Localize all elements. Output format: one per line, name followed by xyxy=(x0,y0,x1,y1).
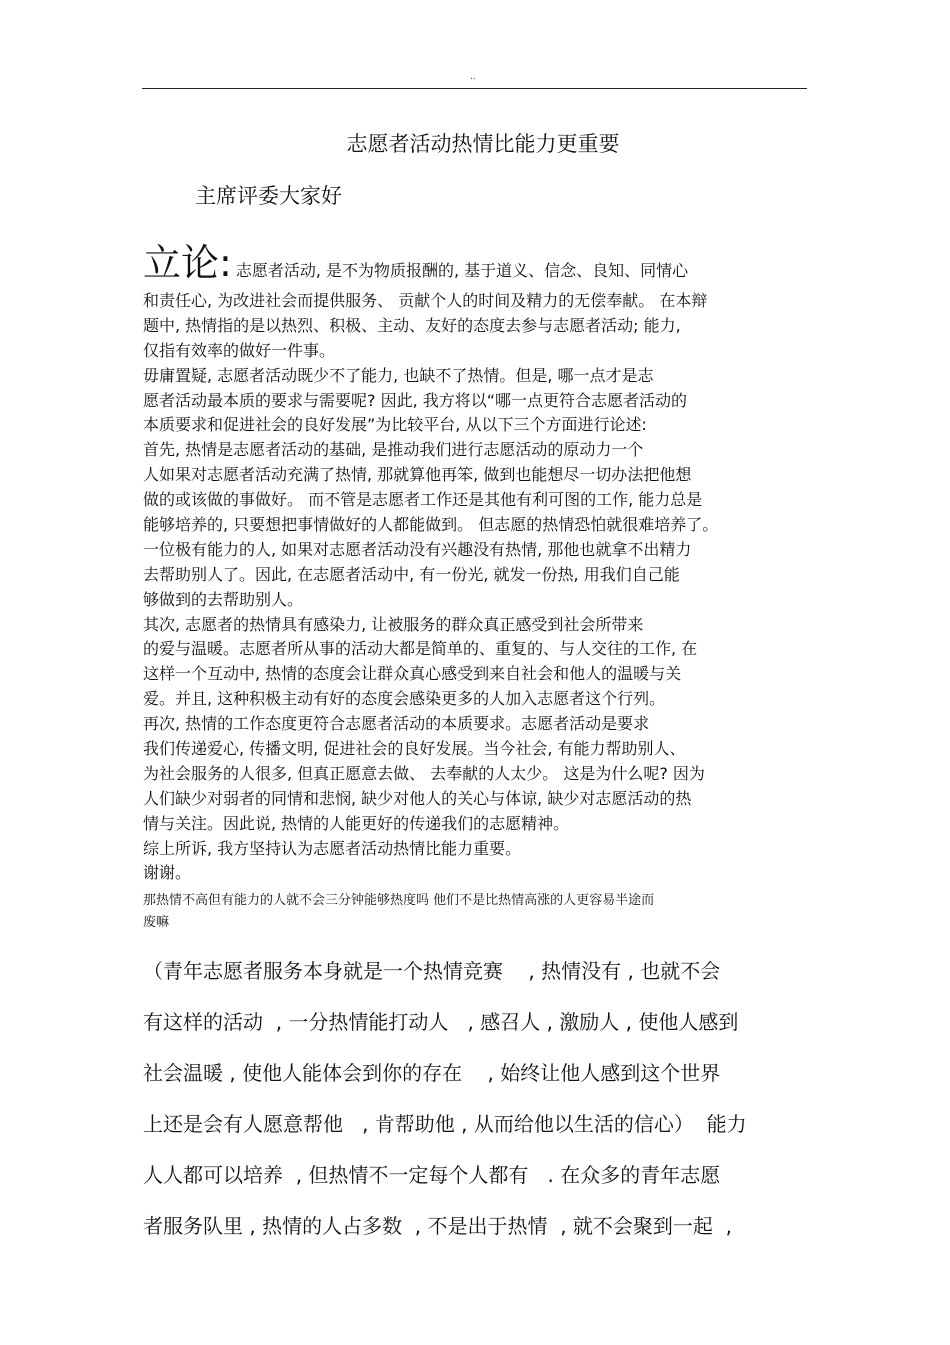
body-line: 人如果对志愿者活动充满了热情, 那就算他再笨, 做到也能想尽一切办法把他想 xyxy=(143,465,692,485)
body-line: 去帮助别人了。因此, 在志愿者活动中, 有一份光, 就发一份热, 用我们自己能 xyxy=(143,564,680,584)
body-line: 再次, 热情的工作态度更符合志愿者活动的本质要求。志愿者活动是要求 xyxy=(143,714,650,734)
large-line: 有这样的活动 , 一分热情能打动人 , 感召人 , 激励人 , 使他人感到 xyxy=(143,1010,739,1034)
large-paragraph xyxy=(143,946,808,1252)
argument-colon: : xyxy=(219,241,232,285)
note-line: 废嘛 xyxy=(143,915,170,930)
body-line: 愿者活动最本质的要求与需要呢? 因此, 我方将以“哪一点更符合志愿者活动的 xyxy=(143,390,688,410)
body-line: 毋庸置疑, 志愿者活动既少不了能力, 也缺不了热情。但是, 哪一点才是志 xyxy=(143,365,654,385)
body-line: 的爱与温暖。志愿者所从事的活动大都是简单的、重复的、与人交往的工作, 在 xyxy=(143,639,698,659)
body-line: 综上所诉, 我方坚持认为志愿者活动热情比能力重要。 xyxy=(143,838,522,858)
argument-label: 立论 xyxy=(143,241,220,285)
body-line: 人们缺少对弱者的同情和悲悯, 缺少对他人的关心与体谅, 缺少对志愿活动的热 xyxy=(143,788,692,808)
large-line: 者服务队里 , 热情的人占多数 , 不是出于热情 , 就不会聚到一起 , xyxy=(143,1214,733,1238)
body-line: 本质要求和促进社会的良好发展”为比较平台, 从以下三个方面进行论述: xyxy=(143,415,647,435)
large-line: 人人都可以培养 , 但热情不一定每个人都有 . 在众多的青年志愿 xyxy=(143,1163,721,1187)
body-line: 题中, 热情指的是以热烈、积极、主动、友好的态度去参与志愿者活动; 能力, xyxy=(143,315,681,335)
note-line: 那热情不高但有能力的人就不会三分钟能够热度吗 他们不是比热情高涨的人更容易半途而 xyxy=(143,893,655,908)
large-line: （青年志愿者服务本身就是一个热情竞赛 , 热情没有 , 也就不会 xyxy=(143,959,721,983)
body-line: 能够培养的, 只要想把事情做好的人都能做到。 但志愿的热情恐怕就很难培养了。 xyxy=(143,515,719,535)
body-line: 首先, 热情是志愿者活动的基础, 是推动我们进行志愿活动的原动力一个 xyxy=(143,440,644,460)
body-paragraphs xyxy=(143,289,808,886)
header-rule xyxy=(142,88,807,89)
body-line: 为社会服务的人很多, 但真正愿意去做、 去奉献的人太少。 这是为什么呢? 因为 xyxy=(143,763,705,783)
header-mark: .. xyxy=(470,72,476,82)
body-line: 做的或该做的事做好。 而不管是志愿者工作还是其他有利可图的工作, 能力总是 xyxy=(143,490,703,510)
body-line: 仅指有效率的做好一件事。 xyxy=(143,340,336,360)
page-title: 志愿者活动热情比能力更重要 xyxy=(346,132,620,156)
side-note xyxy=(143,890,808,934)
argument-heading xyxy=(143,232,688,287)
body-line: 其次, 志愿者的热情具有感染力, 让被服务的群众真正感受到社会所带来 xyxy=(143,614,644,634)
body-line: 够做到的去帮助别人。 xyxy=(143,589,304,609)
body-line: 我们传递爱心, 传播文明, 促进社会的良好发展。当今社会, 有能力帮助别人、 xyxy=(143,739,686,759)
argument-first-line: 志愿者活动, 是不为物质报酬的, 基于道义、信念、良知、同情心 xyxy=(235,261,689,280)
body-line: 和责任心, 为改进社会而提供服务、 贡献个人的时间及精力的无偿奉献。 在本辩 xyxy=(143,291,708,310)
large-line: 上还是会有人愿意帮他 , 肯帮助他 , 从而给他以生活的信心） 能力 xyxy=(143,1112,747,1136)
body-line: 谢谢。 xyxy=(143,863,192,883)
body-line: 情与关注。因此说, 热情的人能更好的传递我们的志愿精神。 xyxy=(143,813,570,833)
body-line: 爱。并且, 这种积极主动有好的态度会感染更多的人加入志愿者这个行列。 xyxy=(143,689,666,709)
body-line: 这样一个互动中, 热情的态度会让群众真心感受到来自社会和他人的温暖与关 xyxy=(143,664,682,684)
body-line: 一位极有能力的人, 如果对志愿者活动没有兴趣没有热情, 那他也就拿不出精力 xyxy=(143,539,692,559)
large-line: 社会温暖 , 使他人能体会到你的存在 , 始终让他人感到这个世界 xyxy=(143,1061,721,1085)
greeting: 主席评委大家好 xyxy=(195,184,342,208)
